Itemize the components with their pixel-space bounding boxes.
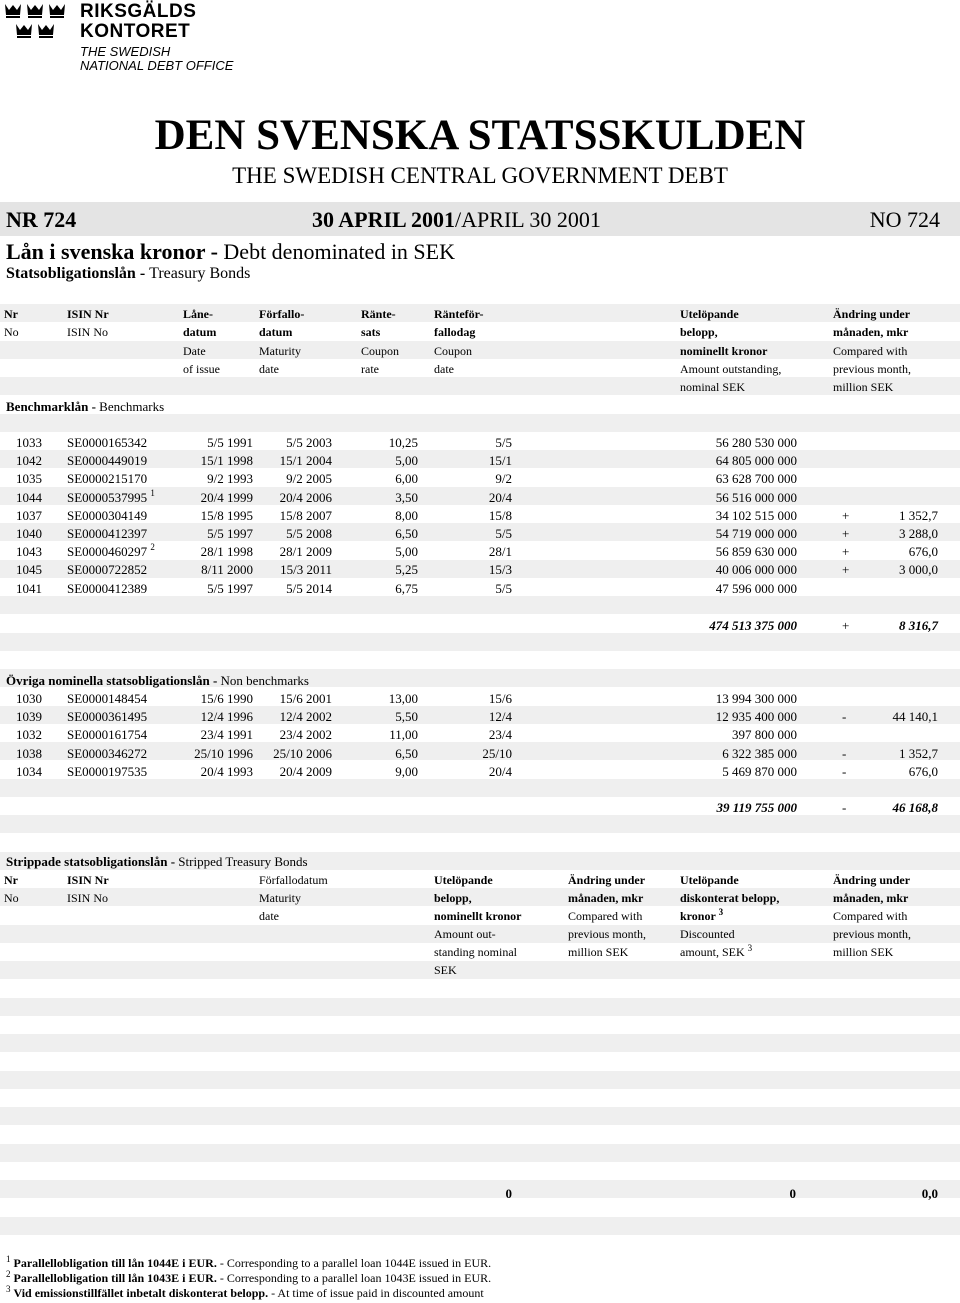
coupon-date: 5/5 <box>495 435 512 450</box>
subsection-title-en: Treasury Bonds <box>149 265 251 282</box>
maturity-date: 5/5 2014 <box>286 581 332 596</box>
maturity-date: 23/4 2002 <box>279 727 332 742</box>
change-sign: + <box>842 526 850 541</box>
issue-date: 15/8 1995 <box>200 508 253 523</box>
stripped-header: previous month, <box>833 927 911 941</box>
isin <box>67 727 147 743</box>
stripped-header: date <box>259 909 279 923</box>
isin <box>67 526 147 542</box>
footnote-text-en: - At time of issue paid in discounted amount <box>268 1286 484 1300</box>
column-header: Ändring under <box>833 307 911 321</box>
page-subtitle: THE SWEDISH CENTRAL GOVERNMENT DEBT <box>232 163 728 188</box>
logo-text: KONTORET <box>80 21 191 42</box>
row-stripe <box>0 1107 960 1125</box>
loan-nr: 1038 <box>16 746 42 761</box>
benchmarks-label <box>6 399 164 415</box>
isin-code: SE0000346272 <box>67 746 148 761</box>
change-mkr: 1 352,7 <box>899 508 938 523</box>
stripped-header: No <box>4 891 19 905</box>
issue-date: 15/6 1990 <box>200 691 253 706</box>
change-sign: + <box>842 508 850 523</box>
column-header: date <box>259 362 279 376</box>
stripped-header: SEK <box>434 963 457 977</box>
isin-code: SE0000449019 <box>67 453 148 468</box>
row-stripe <box>0 888 960 906</box>
column-header: Nr <box>4 307 18 321</box>
isin-code: SE0000215170 <box>67 471 148 486</box>
column-header: nominal SEK <box>680 380 745 394</box>
amount-outstanding: 64 805 000 000 <box>715 453 797 468</box>
stripped-header <box>680 945 752 960</box>
loan-nr: 1043 <box>16 544 42 559</box>
row-stripe <box>0 961 960 979</box>
isin-code: SE0000460297 <box>67 544 148 559</box>
loan-nr: 1040 <box>16 526 42 541</box>
loan-nr: 1035 <box>16 471 42 486</box>
non-benchmarks-label-en: Non benchmarks <box>220 673 309 688</box>
row-stripe <box>0 1071 960 1089</box>
stripped-header: Compared with <box>833 909 908 923</box>
stripped-total-disc: 0 <box>789 1186 796 1201</box>
isin <box>67 562 147 578</box>
maturity-date: 15/3 2011 <box>280 562 332 577</box>
coupon-rate: 5,50 <box>395 709 418 724</box>
row-stripe <box>0 341 960 359</box>
footnote-number: 3 <box>6 1284 11 1294</box>
stripped-header-text: amount, SEK <box>680 945 745 959</box>
stripped-header: Nr <box>4 873 18 887</box>
footnote <box>6 1286 484 1301</box>
stripped-header: Compared with <box>568 909 643 923</box>
column-header: Utelöpande <box>680 307 739 321</box>
loan-nr: 1030 <box>16 691 42 706</box>
stripped-header: Ändring under <box>833 873 911 887</box>
footnote-text-sv: Parallellobligation till lån 1044E i EUR. <box>13 1256 217 1270</box>
footnote-number: 1 <box>6 1254 11 1264</box>
row-stripe <box>0 633 960 651</box>
stripped-label-sv: Strippade statsobligationslån - <box>6 854 179 869</box>
issue-date: 8/11 2000 <box>201 562 253 577</box>
stripped-header: Utelöpande <box>680 873 739 887</box>
coupon-rate: 3,50 <box>395 490 418 505</box>
isin-code: SE0000412397 <box>67 526 148 541</box>
stripped-header: Förfallodatum <box>259 873 328 887</box>
stripped-header: Utelöpande <box>434 873 493 887</box>
column-header: Compared with <box>833 344 908 358</box>
issue-date: 28/1 1998 <box>200 544 253 559</box>
loan-nr: 1045 <box>16 562 42 577</box>
stripped-total-change: 0,0 <box>921 1186 938 1201</box>
subsection-title-sv: Statsobligationslån - <box>6 265 150 282</box>
stripped-header: belopp, <box>434 891 472 905</box>
amount-outstanding: 63 628 700 000 <box>715 471 797 486</box>
stripped-header: ISIN Nr <box>67 873 109 887</box>
issue-date: 5/5 1997 <box>207 526 253 541</box>
stripped-header: million SEK <box>568 945 629 959</box>
issue-date: 20/4 1999 <box>200 490 253 505</box>
column-header: of issue <box>183 362 220 376</box>
stripped-header: Amount out- <box>434 927 496 941</box>
amount-outstanding: 56 859 630 000 <box>715 544 797 559</box>
row-stripe <box>0 1217 960 1235</box>
benchmarks-label-en: Benchmarks <box>99 399 165 414</box>
issue-date <box>312 207 601 233</box>
coupon-date: 28/1 <box>488 544 512 559</box>
three-crowns-icon <box>3 2 68 42</box>
change-mkr: 3 000,0 <box>899 562 938 577</box>
isin <box>67 453 147 469</box>
non-benchmarks-label-sv: Övriga nominella statsobligationslån - <box>6 673 221 688</box>
column-header: fallodag <box>434 325 476 339</box>
column-header: No <box>4 325 19 339</box>
coupon-date: 15/1 <box>488 453 512 468</box>
column-header: date <box>434 362 454 376</box>
stripped-header <box>680 909 723 924</box>
issue-date: 9/2 1993 <box>207 471 253 486</box>
row-stripe <box>0 998 960 1016</box>
loan-nr: 1033 <box>16 435 42 450</box>
coupon-rate: 6,50 <box>395 746 418 761</box>
column-header: Date <box>183 344 206 358</box>
coupon-date: 25/10 <box>482 746 512 761</box>
isin <box>67 435 147 451</box>
coupon-rate: 6,50 <box>395 526 418 541</box>
issue-date: 5/5 1991 <box>207 435 253 450</box>
issue-date-sv: 30 APRIL 2001 <box>312 207 456 232</box>
coupon-rate: 5,00 <box>395 453 418 468</box>
isin-code: SE0000304149 <box>67 508 148 523</box>
row-stripe <box>0 815 960 833</box>
maturity-date: 20/4 2006 <box>279 490 332 505</box>
benchmarks-label-sv: Benchmarklån - <box>6 399 100 414</box>
row-stripe <box>0 596 960 614</box>
column-header: belopp, <box>680 325 718 339</box>
amount-outstanding: 13 994 300 000 <box>715 691 797 706</box>
column-header: Coupon <box>361 344 400 358</box>
coupon-rate: 10,25 <box>388 435 418 450</box>
logo-subtext: THE SWEDISH <box>80 44 171 59</box>
coupon-date: 15/3 <box>488 562 512 577</box>
column-header: nominellt kronor <box>680 344 768 358</box>
stripped-header: million SEK <box>833 945 894 959</box>
loan-nr: 1041 <box>16 581 42 596</box>
amount-outstanding: 56 516 000 000 <box>715 490 797 505</box>
row-stripe <box>0 414 960 432</box>
column-header: datum <box>183 325 217 339</box>
coupon-date: 12/4 <box>488 709 512 724</box>
footnote-text-sv: Vid emissionstillfället inbetalt diskonterat belopp. <box>13 1286 269 1300</box>
coupon-date: 15/8 <box>488 508 512 523</box>
change-sign: - <box>842 709 847 724</box>
stripped-total-amount: 0 <box>505 1186 512 1201</box>
column-header: rate <box>361 362 379 376</box>
section-title-en: Debt denominated in SEK <box>223 239 455 264</box>
maturity-date: 9/2 2005 <box>286 471 332 486</box>
issue-number-en: NO 724 <box>869 207 940 232</box>
isin <box>67 581 147 597</box>
isin <box>67 709 147 725</box>
benchmarks-total-change: 8 316,7 <box>899 618 938 633</box>
stripped-header-text: kronor <box>680 909 716 923</box>
logo-subtext: NATIONAL DEBT OFFICE <box>80 58 234 73</box>
isin-code: SE0000722852 <box>67 562 148 577</box>
change-sign: + <box>842 562 850 577</box>
isin-code: SE0000361495 <box>67 709 148 724</box>
stripped-header: Maturity <box>259 891 301 905</box>
column-header: månaden, mkr <box>833 325 909 339</box>
coupon-date: 5/5 <box>495 581 512 596</box>
row-stripe <box>0 779 960 797</box>
isin <box>67 508 147 524</box>
loan-nr: 1042 <box>16 453 42 468</box>
stripped-header: previous month, <box>568 927 646 941</box>
amount-outstanding: 12 935 400 000 <box>715 709 797 724</box>
row-stripe <box>0 1034 960 1052</box>
stripped-header: Discounted <box>680 927 735 941</box>
isin <box>67 764 147 780</box>
stripped-header: diskonterat belopp, <box>680 891 780 905</box>
maturity-date: 28/1 2009 <box>279 544 332 559</box>
loan-nr: 1044 <box>16 490 42 505</box>
isin <box>67 490 155 506</box>
issue-date: 5/5 1997 <box>207 581 253 596</box>
footnote-number: 2 <box>6 1269 11 1279</box>
amount-outstanding: 34 102 515 000 <box>715 508 797 523</box>
footnote-ref: 3 <box>718 907 724 917</box>
footnote-ref: 2 <box>150 542 155 552</box>
stripped-header: månaden, mkr <box>568 891 644 905</box>
coupon-date: 15/6 <box>488 691 512 706</box>
isin <box>67 544 155 560</box>
isin-code: SE0000412389 <box>67 581 148 596</box>
footnote-ref: 1 <box>150 488 155 498</box>
amount-outstanding: 6 322 385 000 <box>722 746 797 761</box>
coupon-rate: 9,00 <box>395 764 418 779</box>
non-benchmarks-total-change: 46 168,8 <box>892 800 938 815</box>
coupon-rate: 5,25 <box>395 562 418 577</box>
change-sign: - <box>842 746 847 761</box>
coupon-date: 20/4 <box>488 764 512 779</box>
footnote-text-en: - Corresponding to a parallel loan 1043E issued in EUR. <box>216 1271 492 1285</box>
column-header: Låne- <box>183 307 213 321</box>
coupon-rate: 8,00 <box>395 508 418 523</box>
column-header: Ränte- <box>361 307 396 321</box>
isin <box>67 746 147 762</box>
issue-date: 15/1 1998 <box>200 453 253 468</box>
maturity-date: 20/4 2009 <box>279 764 332 779</box>
coupon-date: 23/4 <box>488 727 512 742</box>
stripped-header: standing nominal <box>434 945 517 959</box>
maturity-date: 15/6 2001 <box>279 691 332 706</box>
isin <box>67 471 147 487</box>
page-title: DEN SVENSKA STATSSKULDEN <box>154 112 806 159</box>
amount-outstanding: 47 596 000 000 <box>715 581 797 596</box>
column-header: million SEK <box>833 380 894 394</box>
coupon-rate: 13,00 <box>388 691 418 706</box>
amount-outstanding: 56 280 530 000 <box>715 435 797 450</box>
row-stripe <box>0 1144 960 1162</box>
maturity-date: 12/4 2002 <box>279 709 332 724</box>
change-mkr: 676,0 <box>908 764 938 779</box>
change-sign: - <box>842 764 847 779</box>
column-header: Maturity <box>259 344 301 358</box>
isin <box>67 691 147 707</box>
isin-code: SE0000537995 <box>67 490 148 505</box>
subsection-title <box>6 265 250 283</box>
column-header: Ränteför- <box>434 307 484 321</box>
issue-number-sv: NR 724 <box>6 207 77 232</box>
maturity-date: 5/5 2008 <box>286 526 332 541</box>
change-mkr: 44 140,1 <box>892 709 938 724</box>
footnote-ref: 3 <box>747 943 753 953</box>
change-sign: + <box>842 544 850 559</box>
loan-nr: 1032 <box>16 727 42 742</box>
maturity-date: 5/5 2003 <box>286 435 332 450</box>
maturity-date: 15/8 2007 <box>279 508 332 523</box>
maturity-date: 15/1 2004 <box>279 453 332 468</box>
coupon-rate: 5,00 <box>395 544 418 559</box>
logo-text: RIKSGÄLDS <box>80 1 197 22</box>
issue-date: 12/4 1996 <box>200 709 253 724</box>
stripped-label <box>6 854 308 870</box>
loan-nr: 1037 <box>16 508 42 523</box>
coupon-rate: 11,00 <box>389 727 418 742</box>
loan-nr: 1039 <box>16 709 42 724</box>
amount-outstanding: 54 719 000 000 <box>715 526 797 541</box>
column-header: Förfallo- <box>259 307 305 321</box>
stripped-header: månaden, mkr <box>833 891 909 905</box>
issue-date: 25/10 1996 <box>194 746 253 761</box>
non-benchmarks-total-amount: 39 119 755 000 <box>716 800 797 815</box>
footnote-text-sv: Parallellobligation till lån 1043E i EUR. <box>13 1271 217 1285</box>
coupon-date: 5/5 <box>495 526 512 541</box>
isin-code: SE0000161754 <box>67 727 148 742</box>
amount-outstanding: 397 800 000 <box>732 727 797 742</box>
issue-date: 20/4 1993 <box>200 764 253 779</box>
column-header: Amount outstanding, <box>680 362 782 376</box>
row-stripe <box>0 377 960 395</box>
stripped-header: Ändring under <box>568 873 646 887</box>
footnote-text-en: - Corresponding to a parallel loan 1044E issued in EUR. <box>216 1256 492 1270</box>
issue-date: 23/4 1991 <box>200 727 253 742</box>
isin-code: SE0000148454 <box>67 691 148 706</box>
column-header: sats <box>361 325 381 339</box>
footnote <box>6 1256 491 1271</box>
benchmarks-total-sign: + <box>842 618 850 633</box>
change-mkr: 676,0 <box>908 544 938 559</box>
coupon-rate: 6,00 <box>395 471 418 486</box>
amount-outstanding: 5 469 870 000 <box>722 764 797 779</box>
change-mkr: 3 288,0 <box>899 526 938 541</box>
change-mkr: 1 352,7 <box>899 746 938 761</box>
stripped-header: nominellt kronor <box>434 909 522 923</box>
column-header: datum <box>259 325 293 339</box>
issue-date-en: /APRIL 30 2001 <box>455 207 601 232</box>
column-header: ISIN No <box>67 325 108 339</box>
non-benchmarks-label <box>6 673 309 689</box>
isin-code: SE0000165342 <box>67 435 148 450</box>
coupon-date: 20/4 <box>488 490 512 505</box>
section-title-sv: Lån i svenska kronor - <box>6 239 224 264</box>
coupon-date: 9/2 <box>495 471 512 486</box>
stripped-header: ISIN No <box>67 891 108 905</box>
loan-nr: 1034 <box>16 764 42 779</box>
benchmarks-total-amount: 474 513 375 000 <box>709 618 797 633</box>
column-header: previous month, <box>833 362 911 376</box>
footnote <box>6 1271 491 1286</box>
section-title <box>6 239 455 265</box>
column-header: Coupon <box>434 344 473 358</box>
coupon-rate: 6,75 <box>395 581 418 596</box>
isin-code: SE0000197535 <box>67 764 148 779</box>
maturity-date: 25/10 2006 <box>273 746 332 761</box>
stripped-label-en: Stripped Treasury Bonds <box>178 854 308 869</box>
amount-outstanding: 40 006 000 000 <box>715 562 797 577</box>
non-benchmarks-total-sign: - <box>842 800 847 815</box>
column-header: ISIN Nr <box>67 307 109 321</box>
